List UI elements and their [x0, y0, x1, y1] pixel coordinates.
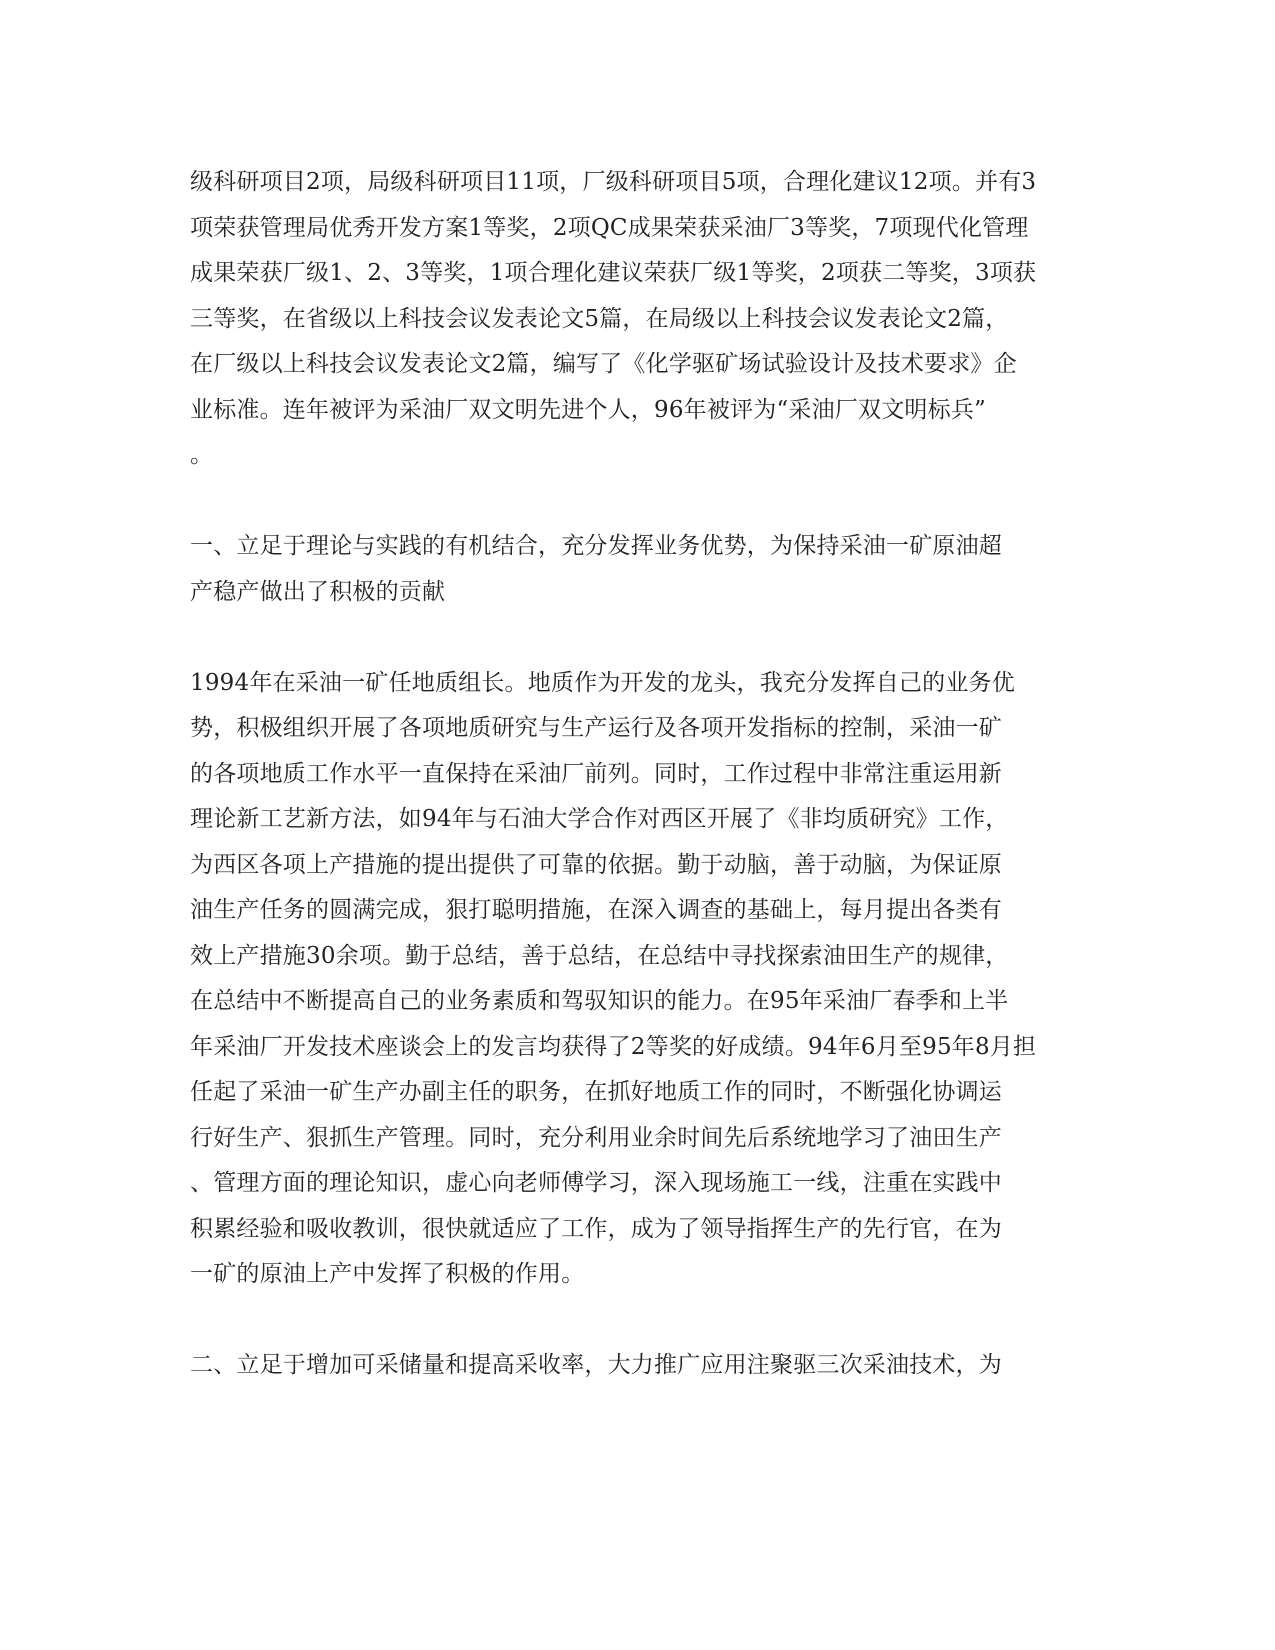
- text-line: 在总结中不断提高自己的业务素质和驾驭知识的能力。在95年采油厂春季和上半: [190, 988, 1009, 1014]
- text-line: 为西区各项上产措施的提出提供了可靠的依据。勤于动脑，善于动脑，为保证原: [190, 851, 1002, 878]
- text-line: 油生产任务的圆满完成，狠打聪明措施，在深入调查的基础上，每月提出各类有: [190, 897, 1002, 923]
- text-line: 一矿的原油上产中发挥了积极的作用。: [190, 1261, 585, 1287]
- text-line: 积累经验和吸收教训，很快就适应了工作，成为了领导指挥生产的先行官，在为: [190, 1215, 1002, 1242]
- paragraph-awards: [190, 160, 1080, 479]
- text-line: 三等奖，在省级以上科技会议发表论文5篇，在局级以上科技会议发表论文2篇，: [190, 305, 1009, 332]
- text-line: 的各项地质工作水平一直保持在采油厂前列。同时，工作过程中非常注重运用新: [190, 760, 1002, 787]
- text-line: 任起了采油一矿生产办副主任的职务，在抓好地质工作的同时，不断强化协调运: [190, 1079, 1002, 1105]
- text-line: 1994年在采油一矿任地质组长。地质作为开发的龙头，我充分发挥自己的业务优: [190, 669, 1015, 696]
- heading-line: 产稳产做出了积极的贡献: [190, 578, 446, 605]
- text-line: 年采油厂开发技术座谈会上的发言均获得了2等奖的好成绩。94年6月至95年8月担: [190, 1033, 1037, 1060]
- text-line: 级科研项目2项，局级科研项目11项，厂级科研项目5项，合理化建议12项。并有3: [190, 169, 1037, 195]
- text-line: 。: [190, 442, 214, 468]
- heading-line: 二、立足于增加可采储量和提高采收率，大力推广应用注聚驱三次采油技术，为: [190, 1352, 1002, 1378]
- section-heading-2: [190, 1343, 1080, 1389]
- paragraph-spacer: [190, 1298, 1080, 1344]
- text-line: 成果荣获厂级1、2、3等奖，1项合理化建议荣获厂级1等奖，2项获二等奖，3项获: [190, 260, 1037, 286]
- text-line: 业标准。连年被评为采油厂双文明先进个人，96年被评为“采油厂双文明标兵”: [190, 396, 986, 423]
- document-body: [190, 160, 1080, 1389]
- text-line: 理论新工艺新方法，如94年与石油大学合作对西区开展了《非均质研究》工作，: [190, 806, 1009, 832]
- text-line: 项荣获管理局优秀开发方案1等奖，2项QC成果荣获采油厂3等奖，7项现代化管理: [190, 214, 1029, 241]
- text-line: 、管理方面的理论知识，虚心向老师傅学习，深入现场施工一线，注重在实践中: [190, 1170, 1002, 1196]
- paragraph-spacer: [190, 615, 1080, 661]
- text-line: 效上产措施30余项。勤于总结，善于总结，在总结中寻找探索油田生产的规律，: [190, 942, 1009, 969]
- section-heading-1: [190, 524, 1080, 615]
- text-line: 势，积极组织开展了各项地质研究与生产运行及各项开发指标的控制，采油一矿: [190, 715, 1002, 741]
- paragraph-geology-work: [190, 661, 1080, 1298]
- paragraph-spacer: [190, 479, 1080, 525]
- text-line: 在厂级以上科技会议发表论文2篇，编写了《化学驱矿场试验设计及技术要求》企: [190, 351, 1017, 377]
- text-line: 行好生产、狠抓生产管理。同时，充分利用业余时间先后系统地学习了油田生产: [190, 1124, 1002, 1151]
- heading-line: 一、立足于理论与实践的有机结合，充分发挥业务优势，为保持采油一矿原油超: [190, 533, 1002, 559]
